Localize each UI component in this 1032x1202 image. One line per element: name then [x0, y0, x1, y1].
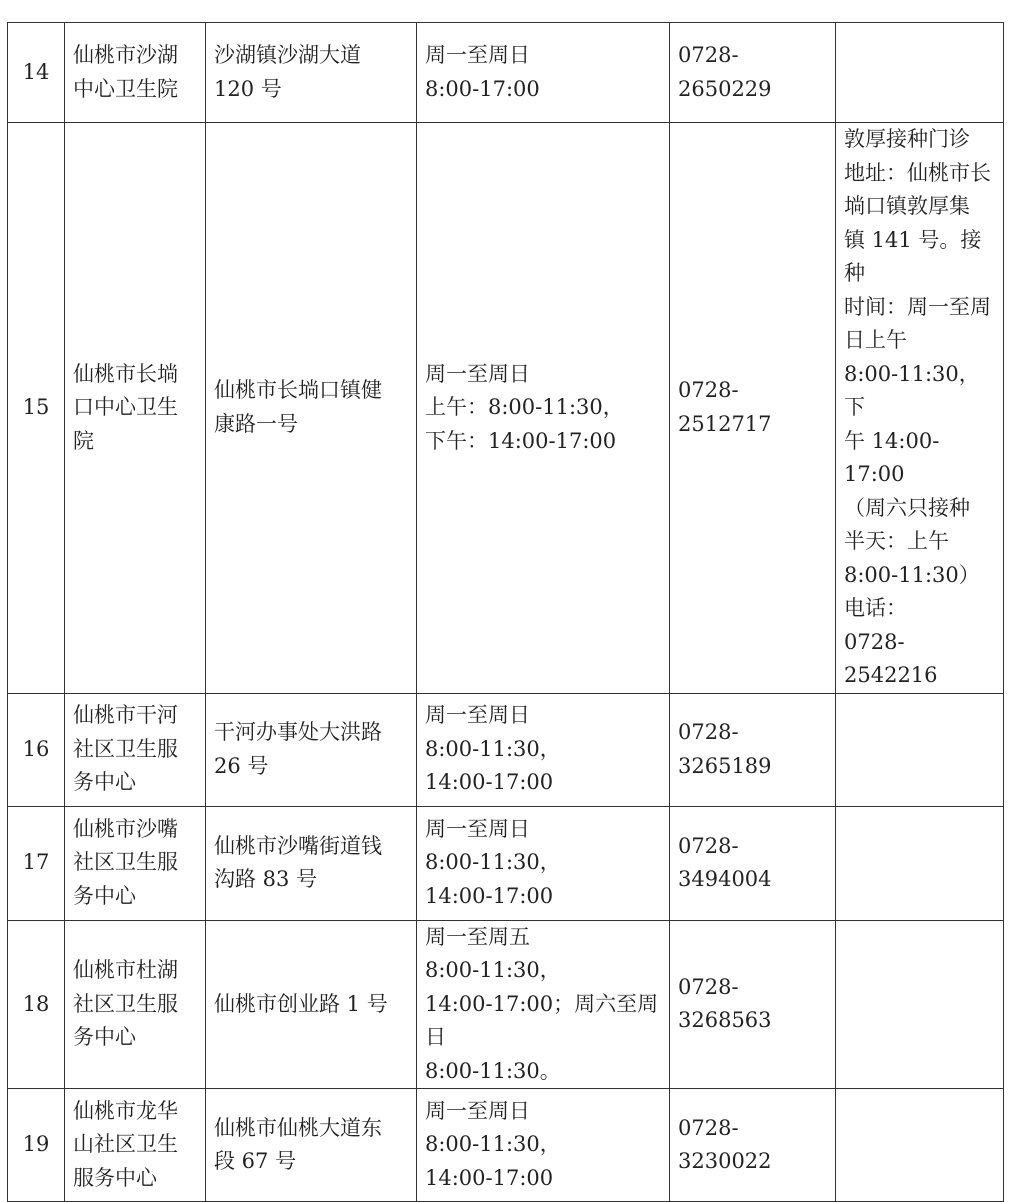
remarks: 敦厚接种门诊 地址：仙桃市长 埫口镇敦厚集 镇 141 号。接种 时间：周一至周 日上午 8:00-11:30，下 午 14:00-17:00 （周六只接种 半天：上午 8:00-11:30） 电话： 0728-2542216 — [836, 123, 1004, 694]
opening-hours: 周一至周日 8:00-11:30， 14:00-17:00 — [417, 1089, 670, 1202]
table-row — [8, 23, 1004, 123]
clinic-name: 仙桃市沙嘴 社区卫生服 务中心 — [65, 806, 206, 920]
vaccination-clinic-table — [7, 22, 1004, 1202]
clinic-name: 仙桃市沙湖 中心卫生院 — [65, 23, 206, 123]
phone-number: 0728-3265189 — [670, 693, 836, 806]
phone-number: 0728-2650229 — [670, 23, 836, 123]
phone-number: 0728-3494004 — [670, 806, 836, 920]
clinic-address: 仙桃市沙嘴街道钱 沟路 83 号 — [206, 806, 417, 920]
opening-hours: 周一至周日 8:00-11:30， 14:00-17:00 — [417, 806, 670, 920]
clinic-address: 仙桃市长埫口镇健 康路一号 — [206, 123, 417, 694]
clinic-address: 沙湖镇沙湖大道 120 号 — [206, 23, 417, 123]
row-number: 17 — [8, 806, 65, 920]
opening-hours: 周一至周日 8:00-17:00 — [417, 23, 670, 123]
remarks — [836, 23, 1004, 123]
row-number: 18 — [8, 920, 65, 1089]
row-number: 15 — [8, 123, 65, 694]
opening-hours: 周一至周日 上午：8:00-11:30， 下午：14:00-17:00 — [417, 123, 670, 694]
clinic-name: 仙桃市长埫 口中心卫生 院 — [65, 123, 206, 694]
phone-number: 0728-3268563 — [670, 920, 836, 1089]
table-row — [8, 920, 1004, 1089]
remarks — [836, 920, 1004, 1089]
remarks — [836, 1089, 1004, 1202]
remarks — [836, 806, 1004, 920]
table-row — [8, 123, 1004, 694]
opening-hours: 周一至周五 8:00-11:30， 14:00-17:00；周六至周 日 8:00-11:30。 — [417, 920, 670, 1089]
row-number: 14 — [8, 23, 65, 123]
table-row — [8, 806, 1004, 920]
row-number: 16 — [8, 693, 65, 806]
phone-number: 0728-2512717 — [670, 123, 836, 694]
clinic-address: 仙桃市仙桃大道东 段 67 号 — [206, 1089, 417, 1202]
remarks — [836, 693, 1004, 806]
clinic-name: 仙桃市龙华 山社区卫生 服务中心 — [65, 1089, 206, 1202]
clinic-address: 仙桃市创业路 1 号 — [206, 920, 417, 1089]
row-number: 19 — [8, 1089, 65, 1202]
clinic-address: 干河办事处大洪路 26 号 — [206, 693, 417, 806]
phone-number: 0728-3230022 — [670, 1089, 836, 1202]
clinic-name: 仙桃市干河 社区卫生服 务中心 — [65, 693, 206, 806]
opening-hours: 周一至周日 8:00-11:30， 14:00-17:00 — [417, 693, 670, 806]
table-row — [8, 1089, 1004, 1202]
clinic-name: 仙桃市杜湖 社区卫生服 务中心 — [65, 920, 206, 1089]
table-row — [8, 693, 1004, 806]
